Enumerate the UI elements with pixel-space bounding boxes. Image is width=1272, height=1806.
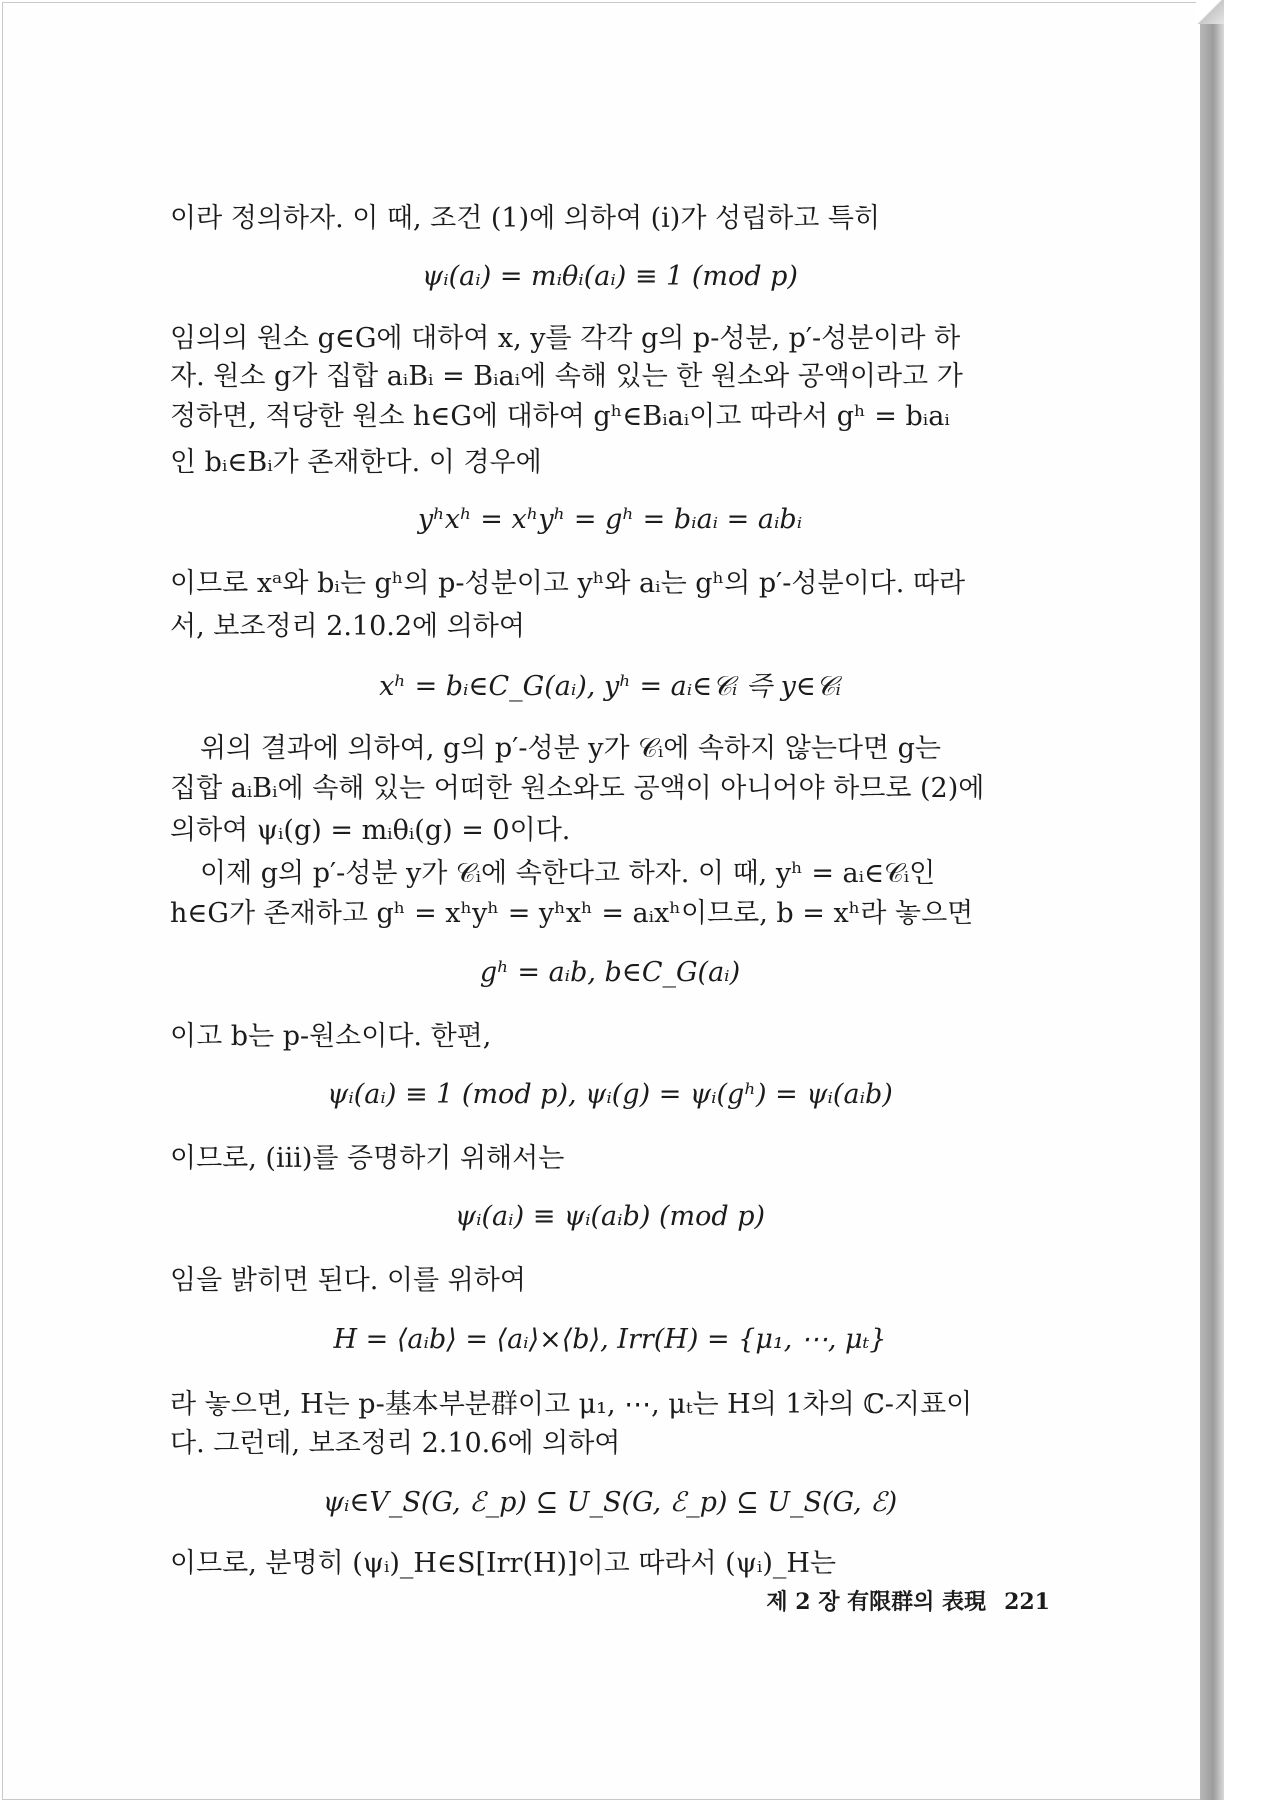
text-line-12: h∈G가 존재하고 gʰ = xʰyʰ = yʰxʰ = aᵢxʰ이므로, b = xʰ라 놓으면 <box>170 898 974 929</box>
text-line-15: 임을 밝히면 된다. 이를 위하여 <box>170 1265 526 1296</box>
text-line-17: 다. 그런데, 보조정리 2.10.6에 의하여 <box>170 1428 621 1459</box>
text-line-5: 인 bᵢ∈Bᵢ가 존재한다. 이 경우에 <box>170 447 542 478</box>
equation-8: ψᵢ∈V_S(G, ℰ_p) ⊆ U_S(G, ℰ_p) ⊆ U_S(G, ℰ) <box>322 1487 898 1518</box>
text-line-4: 정하면, 적당한 원소 h∈G에 대하여 gʰ∈Bᵢaᵢ이고 따라서 gʰ = bᵢaᵢ <box>170 401 950 432</box>
text-line-9: 집합 aᵢBᵢ에 속해 있는 어떠한 원소와도 공액이 아니어야 하므로 (2)에 <box>170 773 985 804</box>
equation-3: xʰ = bᵢ∈C_G(aᵢ), yʰ = aᵢ∈𝒞ᵢ 즉 y∈𝒞ᵢ <box>379 671 841 702</box>
text-line-6: 이므로 xᵃ와 bᵢ는 gʰ의 p-성분이고 yʰ와 aᵢ는 gʰ의 p′-성분이다. 따라 <box>170 568 966 599</box>
text-line-11: 이제 g의 p′-성분 y가 𝒞ᵢ에 속한다고 하자. 이 때, yʰ = aᵢ∈𝒞ᵢ인 <box>200 858 936 889</box>
running-footer <box>720 1585 1050 1616</box>
text-line-3: 자. 원소 g가 집합 aᵢBᵢ = Bᵢaᵢ에 속해 있는 한 원소와 공액이라고 가 <box>170 361 963 392</box>
text-line-14: 이므로, (iii)를 증명하기 위해서는 <box>170 1143 565 1174</box>
equation-6: ψᵢ(aᵢ) ≡ ψᵢ(aᵢb) (mod p) <box>454 1201 766 1232</box>
text-line-7: 서, 보조정리 2.10.2에 의하여 <box>170 611 525 642</box>
text-line-18: 이므로, 분명히 (ψᵢ)_H∈S[Irr(H)]이고 따라서 (ψᵢ)_H는 <box>170 1548 836 1579</box>
text-line-2: 임의의 원소 g∈G에 대하여 x, y를 각각 g의 p-성분, p′-성분이라 하 <box>170 323 961 354</box>
text-line-1: 이라 정의하자. 이 때, 조건 (1)에 의하여 (i)가 성립하고 특히 <box>170 203 881 234</box>
equation-2: yʰxʰ = xʰyʰ = gʰ = bᵢaᵢ = aᵢbᵢ <box>417 504 803 535</box>
equation-4: gʰ = aᵢb, b∈C_G(aᵢ) <box>479 957 741 988</box>
text-line-16: 라 놓으면, H는 p-基本부분群이고 μ₁, ⋯, μₜ는 H의 1차의 ℂ-지표이 <box>170 1389 973 1420</box>
text-line-13: 이고 b는 p-원소이다. 한편, <box>170 1021 492 1052</box>
text-line-8: 위의 결과에 의하여, g의 p′-성분 y가 𝒞ᵢ에 속하지 않는다면 g는 <box>200 733 942 764</box>
chapter-title: 제 2 장 有限群의 表現 <box>766 1589 987 1615</box>
equation-1: ψᵢ(aᵢ) = mᵢθᵢ(aᵢ) ≡ 1 (mod p) <box>422 261 798 292</box>
right-margin <box>1224 0 1272 1806</box>
page-corner-curl <box>1196 0 1226 24</box>
text-line-10: 의하여 ψᵢ(g) = mᵢθᵢ(g) = 0이다. <box>170 815 571 846</box>
page-edge-shadow <box>1200 2 1224 1800</box>
page-number: 221 <box>1004 1589 1050 1615</box>
equation-7: H = ⟨aᵢb⟩ = ⟨aᵢ⟩×⟨b⟩, Irr(H) = {μ₁, ⋯, μₜ} <box>333 1324 887 1355</box>
equation-5: ψᵢ(aᵢ) ≡ 1 (mod p), ψᵢ(g) = ψᵢ(gʰ) = ψᵢ(aᵢb) <box>327 1079 893 1110</box>
